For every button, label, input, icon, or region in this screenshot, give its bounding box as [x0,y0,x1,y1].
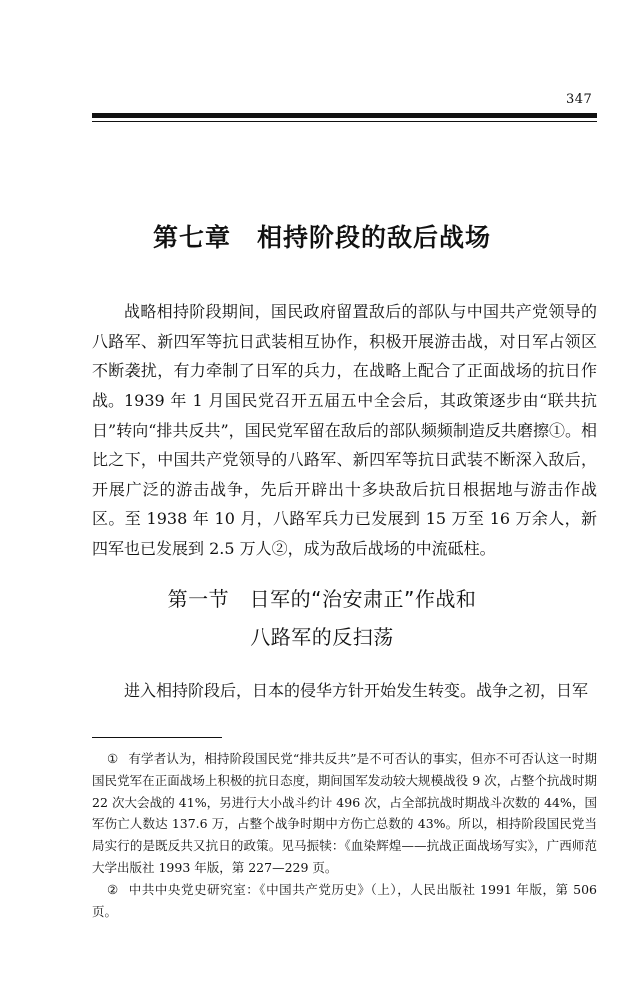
footnote-mark: ② [107,881,119,897]
section-title-line-2: 八路军的反扫荡 [250,625,394,649]
footnote-2 [92,879,597,923]
paragraph-text: 进入相持阶段后，日本的侵华方针开始发生转变。战争之初，日军 [124,681,589,700]
footnote-mark: ① [107,751,119,766]
footnote-1 [92,748,597,879]
chapter-title: 第七章 相持阶段的敌后战场 [152,223,491,252]
footnote-text: 中共中央党史研究室：《中国共产党历史》（上），人民出版社 1991 年版，第 506 页。 [92,881,597,919]
body-paragraph-2 [92,386,597,563]
paragraph-text: 1939 年 1 月国民党召开五届五中全会后，其政策逐步由“联共抗日”转向“排共反共”，国民党军留在敌后的部队频频制造反共磨擦①。相比之下，中国共产党领导的八路军、新四军等抗日武装不断深入敌后，开展广泛的游击战争，先后开辟出十多块敌后抗日根据地与游击作战区。至 1938 年 10 月，八路军兵力已发展到 15 万至 16 万余人，新四军也已发展到 2.5 万人②，成为敌后战场的中流砥柱。 [92,391,597,558]
footnote-text: 有学者认为，相持阶段国民党“排共反共”是不可否认的事实，但亦不可否认这一时期国民党军在正面战场上积极的抗日态度，期间国军发动较大规模战役 9 次，占整个抗战时期 22 次大会战的 41%，另进行大小战斗约计 496 次，占全部抗战时期战斗次数的 44%，国军伤亡人数达 137.6 万，占整个战争时期中方伤亡总数的 43%。所以，相持阶段国民党当局实行的是既反共又抗日的政策。见马振犊：《血染辉煌——抗战正面战场写实》，广西师范大学出版社 1993 年版，第 227—229 页。 [92,751,597,875]
body-paragraph-3 [92,676,597,706]
footnotes [92,748,597,922]
section-title-line-1: 第一节 日军的“治安肃正”作战和 [167,587,477,611]
paragraph-text: 战略相持阶段期间，国民政府留置敌后的部队与中国共产党领导的八路军、新四军等抗日武装相互协作，积极开展游击战，对日军占领区不断袭扰，有力牵制了日军的兵力，在战略上配合了正面战场的抗日作战。 [92,302,597,410]
header-rule-thick [92,113,597,118]
header-rule-thin [92,121,597,122]
footnote-separator [92,737,222,738]
page-number: 347 [566,92,593,107]
